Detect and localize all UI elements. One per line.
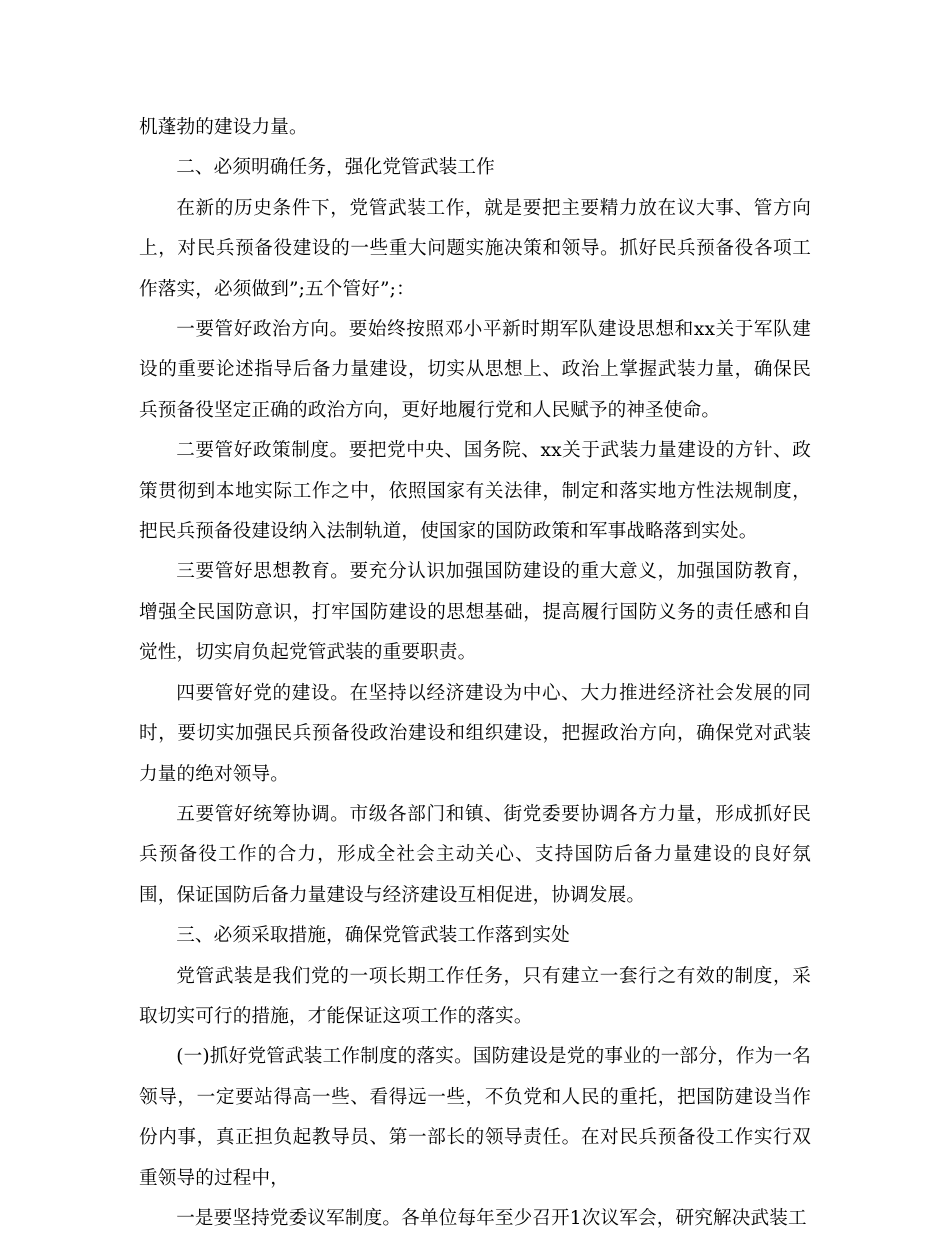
paragraph: 四要管好党的建设。在坚持以经济建设为中心、大力推进经济社会发展的同时，要切实加强民兵预备役政治建设和组织建设，把握政治方向，确保党对武装力量的绝对领导。 (139, 682, 811, 785)
paragraph: 在新的历史条件下，党管武装工作，就是要把主要精力放在议大事、管方向上，对民兵预备役建设的一些重大问题实施决策和领导。抓好民兵预备役各项工作落实，必须做到”;五个管好”;： (139, 197, 811, 300)
section-heading-3: 三、必须采取措施，确保党管武装工作落到实处 (176, 925, 570, 947)
paragraph: 一要管好政治方向。要始终按照邓小平新时期军队建设思想和xx关于军队建设的重要论述指导后备力量建设，切实从思想上、政治上掌握武装力量，确保民兵预备役坚定正确的政治方向，更好地履行党和人民赋予的神圣使命。 (139, 319, 811, 421)
paragraph: (一)抓好党管武装工作制度的落实。国防建设是党的事业的一部分，作为一名领导，一定要站得高一些、看得远一些，不负党和人民的重托，把国防建设当作份内事，真正担负起教导员、第一部长的领导责任。在对民兵预备役工作实行双重领导的过程中， (139, 1046, 811, 1189)
paragraph: 一是要坚持党委议军制度。各单位每年至少召开1次议军会，研究解决武装工 (176, 1207, 807, 1229)
paragraph: 五要管好统筹协调。市级各部门和镇、街党委要协调各方力量，形成抓好民兵预备役工作的合力，形成全社会主动关心、支持国防后备力量建设的良好氛围，保证国防后备力量建设与经济建设互相促进，协调发展。 (139, 803, 811, 906)
paragraph: 三要管好思想教育。要充分认识加强国防建设的重大意义，加强国防教育，增强全民国防意识，打牢国防建设的思想基础，提高履行国防义务的责任感和自觉性，切实肩负起党管武装的重要职责。 (139, 561, 811, 664)
paragraph: 党管武装是我们党的一项长期工作任务，只有建立一套行之有效的制度，采取切实可行的措施，才能保证这项工作的落实。 (139, 965, 811, 1027)
document-body (139, 108, 811, 1239)
section-heading-2: 二、必须明确任务，强化党管武装工作 (176, 157, 495, 179)
paragraph: 机蓬勃的建设力量。 (139, 117, 308, 138)
paragraph: 二要管好政策制度。要把党中央、国务院、xx关于武装力量建设的方针、政策贯彻到本地实际工作之中，依照国家有关法律，制定和落实地方性法规制度，把民兵预备役建设纳入法制轨道，使国家的国防政策和军事战略落到实处。 (139, 440, 811, 543)
